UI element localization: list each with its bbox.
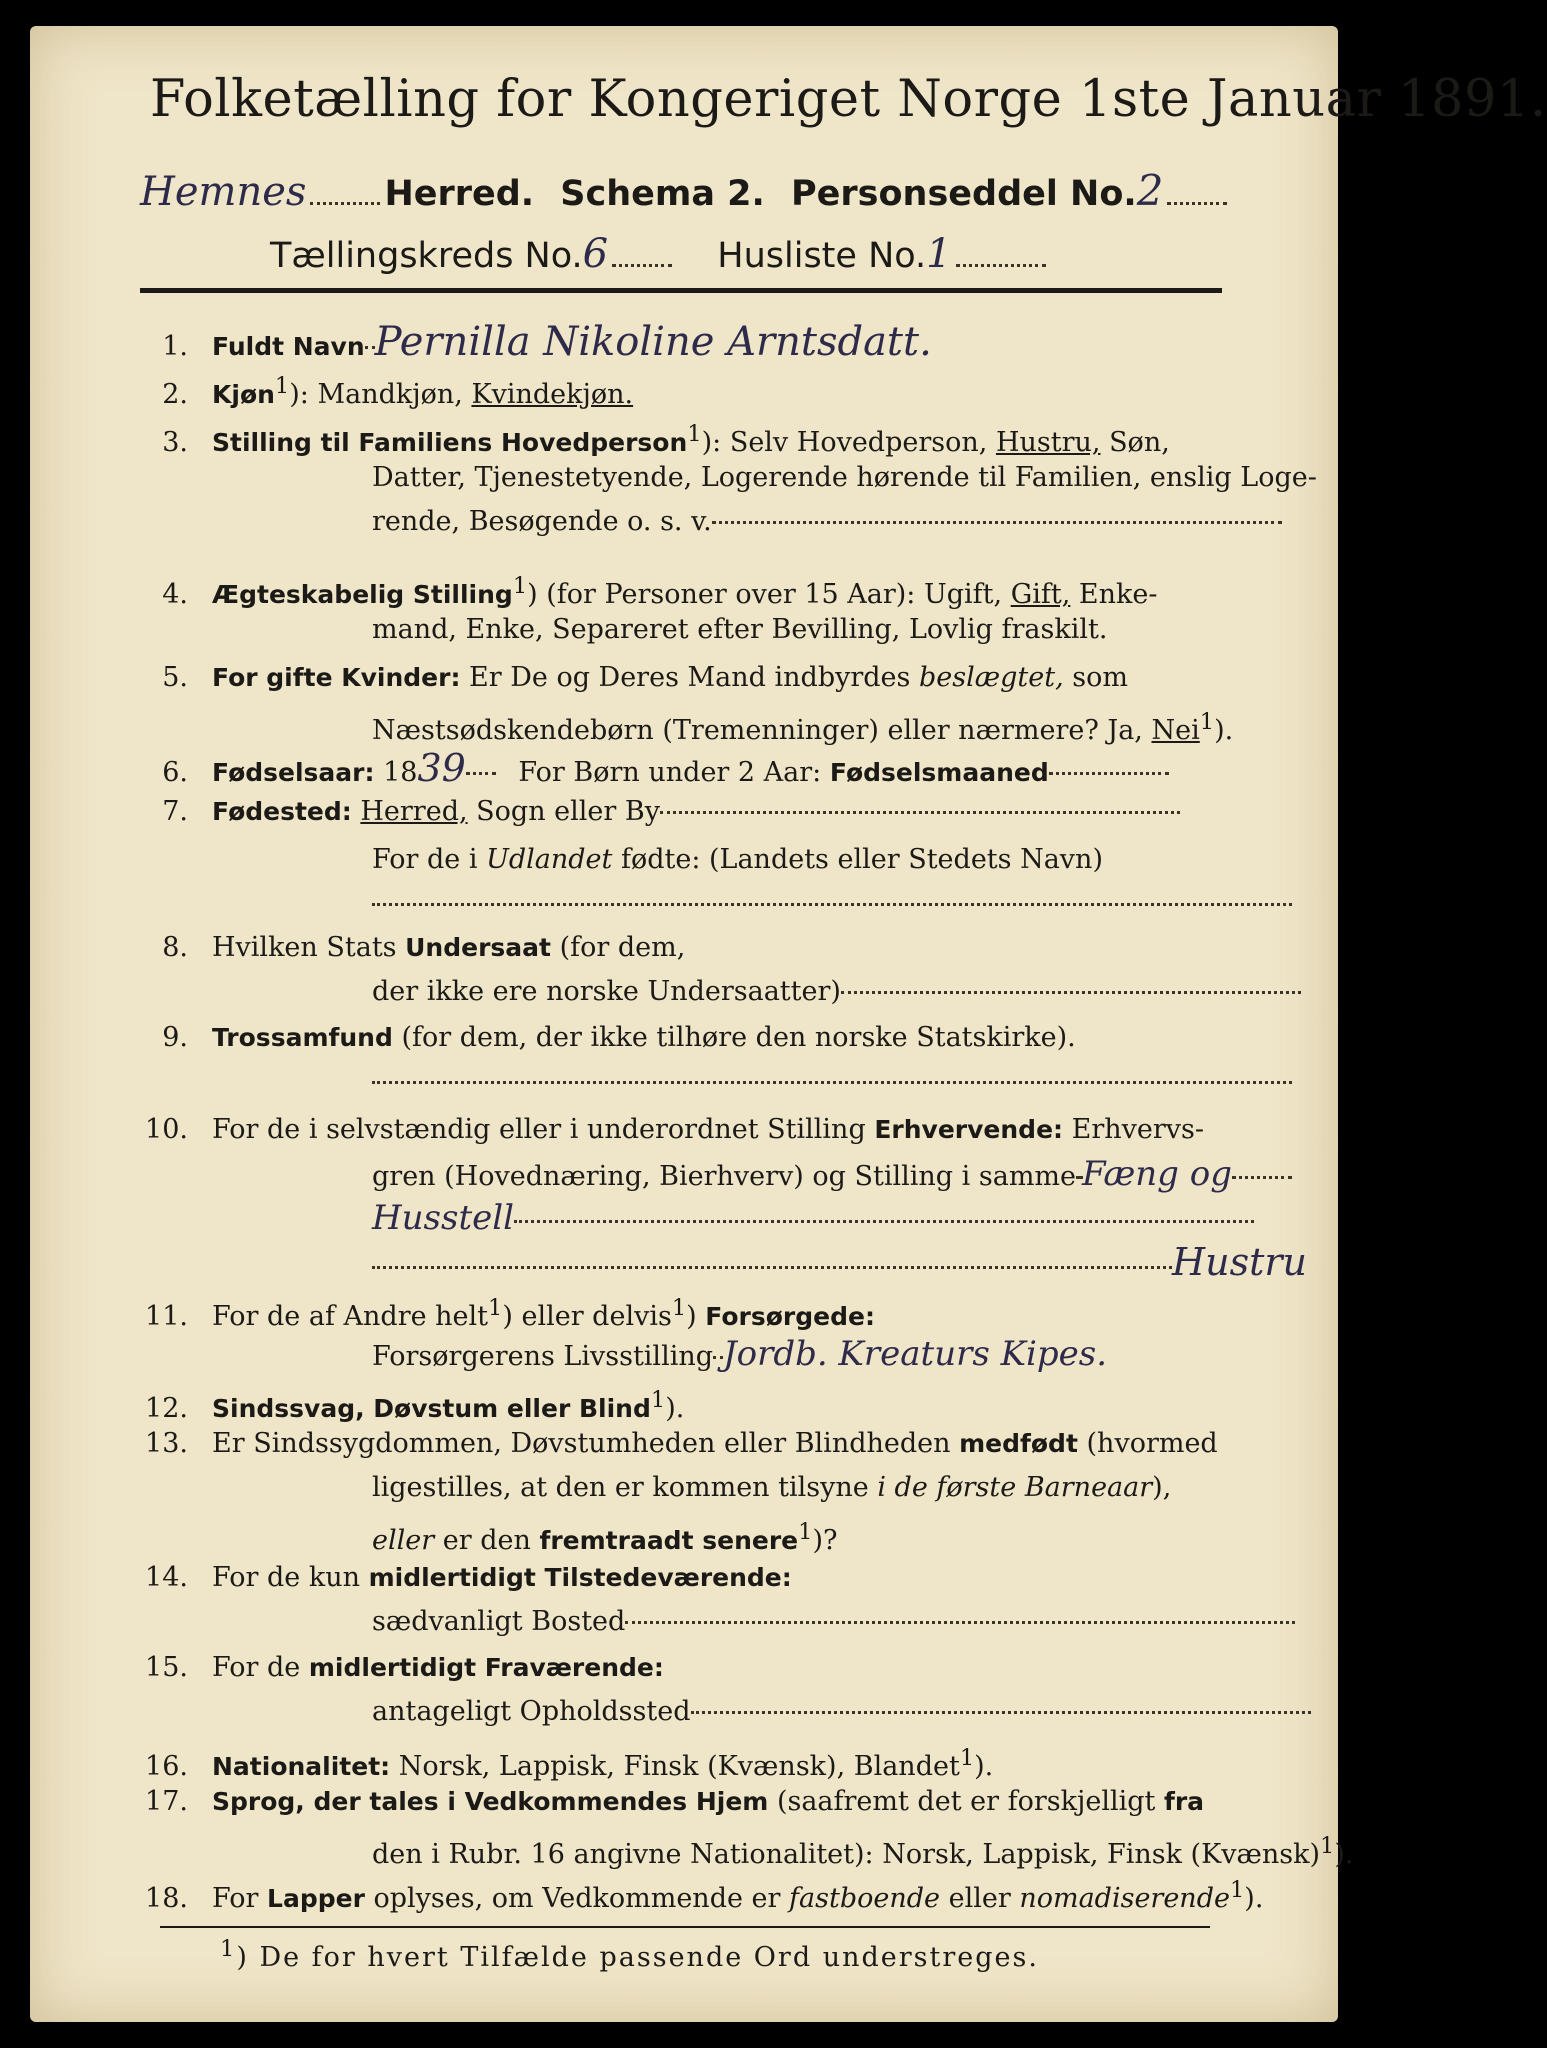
birthyear-handwritten: 39: [417, 746, 466, 790]
item-text: For Børn under 2 Aar:: [518, 757, 822, 788]
item-text-italic: Udlandet: [486, 844, 613, 875]
item-7-blank: [130, 882, 1482, 926]
item-10: [130, 1108, 1240, 1152]
position-handwritten: Hustru: [1172, 1240, 1308, 1284]
item-text: ).: [1214, 715, 1234, 746]
year-prefix: 18: [383, 757, 418, 788]
underlined-option: Herred,: [360, 796, 468, 827]
schema-label: Schema 2.: [560, 174, 765, 214]
item-text: (for dem, der ikke tilhøre den norske Statskirke).: [401, 1022, 1076, 1053]
footnote-mark: 1: [687, 421, 702, 447]
item-text: Erhvervs-: [1071, 1114, 1205, 1145]
item-label: midlertidigt Tilstedeværende:: [368, 1563, 792, 1592]
item-label: Sprog, der tales i Vedkommendes Hjem: [212, 1787, 769, 1816]
item-3-line2: Datter, Tjenestetyende, Logerende hørende til Familien, enslig Loge-: [372, 462, 1317, 493]
item-label: Fødselsaar:: [212, 758, 375, 787]
item-text: Næstsødskendebørn (Tremenninger) eller nærmere? Ja,: [372, 715, 1143, 746]
item-13-line2: [130, 1466, 1482, 1510]
item-10-line3: [130, 1196, 1482, 1243]
item-text: (hvormed: [1086, 1428, 1218, 1459]
item-text: ): [686, 1301, 697, 1332]
footnote-mark: 1: [671, 1295, 687, 1321]
footnote-mark: 1: [1199, 709, 1215, 735]
item-number: 16.: [145, 1751, 188, 1782]
item-4-line2: mand, Enke, Separeret efter Bevilling, Lovlig fraskilt.: [372, 614, 1108, 645]
item-10-line2: [130, 1152, 1482, 1199]
item-label: fremtraadt senere: [539, 1526, 799, 1555]
item-text-italic: fastboende: [789, 1883, 940, 1914]
footnote-mark: 1: [512, 573, 528, 599]
item-label: medfødt: [959, 1429, 1078, 1458]
item-text: rende, Besøgende o. s. v.: [372, 506, 712, 537]
item-number: 18.: [145, 1883, 188, 1914]
item-text-italic: beslægtet,: [918, 662, 1064, 693]
item-number: 17.: [145, 1786, 188, 1817]
herred-handwritten: Hemnes: [140, 169, 307, 215]
item-text: oplyses, om Vedkommende er: [373, 1883, 781, 1914]
occupation-handwritten-2: Husstell: [372, 1198, 514, 1238]
underlined-option: Nei: [1151, 715, 1200, 746]
footnote-mark: 1: [798, 1519, 813, 1545]
item-10-line4: [130, 1240, 1482, 1289]
form-title: Folketælling for Kongeriget Norge 1ste Januar 1891.: [150, 70, 1547, 129]
item-number: 4.: [162, 579, 188, 610]
kreds-handwritten: 6: [582, 231, 609, 277]
item-text: ) eller delvis: [502, 1301, 672, 1332]
item-3-line3: [130, 500, 1482, 544]
item-label: Stilling til Familiens Hovedperson: [212, 428, 688, 457]
item-text: ).: [1244, 1883, 1264, 1914]
item-number: 10.: [145, 1114, 188, 1145]
underlined-option: Gift,: [1010, 579, 1071, 610]
footnote-mark: 1: [220, 1936, 237, 1962]
item-8-line2: [130, 970, 1482, 1014]
item-label: fra: [1163, 1787, 1205, 1816]
item-text: fødte: (Landets eller Stedets Navn): [620, 844, 1103, 875]
item-text: For: [212, 1883, 259, 1914]
personseddel-label: Personseddel No.: [791, 174, 1137, 214]
footnote-mark: 1: [959, 1745, 975, 1771]
item-label: Ægteskabelig Stilling: [212, 580, 513, 609]
item-2: [130, 364, 1240, 417]
kreds-line: [270, 231, 1170, 277]
item-number: 9.: [162, 1022, 188, 1053]
item-text: Norsk, Lappisk, Finsk (Kvænsk), Blandet: [398, 1751, 960, 1782]
item-15: [130, 1646, 1240, 1690]
item-number: 1.: [162, 331, 188, 362]
item-6: [130, 746, 1240, 795]
husliste-label: Husliste No.: [717, 236, 927, 276]
item-text: ligestilles, at den er kommen tilsyne: [372, 1472, 869, 1503]
item-text: der ikke ere norske Undersaatter): [372, 976, 841, 1007]
item-text: Forsørgerens Livsstilling: [372, 1341, 714, 1372]
item-label: Fødselsmaaned: [829, 758, 1049, 787]
item-text: antageligt Opholdssted: [372, 1696, 691, 1727]
item-14: [130, 1556, 1240, 1600]
item-number: 11.: [145, 1301, 188, 1332]
item-text: Er Sindssygdommen, Døvstumheden eller Blindheden: [212, 1428, 951, 1459]
item-1: [130, 320, 1240, 369]
footnote-mark: 1: [274, 373, 290, 399]
item-text: ).: [974, 1751, 994, 1782]
item-text-italic: nomadiserende: [1019, 1883, 1230, 1914]
item-number: 13.: [145, 1428, 188, 1459]
item-number: 6.: [162, 757, 188, 788]
footnote-mark: 1: [1320, 1833, 1335, 1859]
occupation-handwritten: Fæng og: [1082, 1154, 1232, 1194]
item-text: ) (for Personer over 15 Aar): Ugift,: [527, 579, 1003, 610]
footnote-mark: 1: [650, 1387, 666, 1413]
footnote-text: ) De for hvert Tilfælde passende Ord understreges.: [236, 1942, 1039, 1973]
item-text: For de i: [372, 844, 478, 875]
footnote-mark: 1: [488, 1295, 503, 1321]
item-label: Trossamfund: [212, 1023, 393, 1052]
item-label: Fuldt Navn: [212, 332, 365, 361]
item-7: [130, 790, 1240, 834]
item-label: Fødested:: [212, 797, 352, 826]
item-15-line2: [130, 1690, 1482, 1734]
item-text: (for dem,: [559, 932, 686, 963]
herred-label: Herred.: [384, 174, 535, 214]
item-14-line2: [130, 1600, 1482, 1644]
item-number: 15.: [145, 1652, 188, 1683]
item-text: (saafremt det er forskjelligt: [776, 1786, 1156, 1817]
item-label: midlertidigt Fraværende:: [308, 1653, 664, 1682]
item-text: gren (Hovednæring, Bierhverv) og Stilling i samme: [372, 1161, 1077, 1192]
item-label: Kjøn: [212, 380, 275, 409]
item-text: ).: [665, 1393, 685, 1424]
item-text: Enke-: [1078, 579, 1158, 610]
item-8: [130, 926, 1240, 970]
item-text-italic: eller: [372, 1525, 435, 1556]
item-number: 12.: [145, 1393, 188, 1424]
item-number: 2.: [162, 379, 188, 410]
item-number: 3.: [162, 427, 188, 458]
item-text: ),: [1152, 1472, 1172, 1503]
item-number: 8.: [162, 932, 188, 963]
item-text: som: [1072, 662, 1128, 693]
item-text: ): Selv Hovedperson,: [701, 427, 988, 458]
item-number: 7.: [162, 796, 188, 827]
item-7-line2: [130, 838, 1482, 882]
item-number: 14.: [145, 1562, 188, 1593]
item-label: Sindssvag, Døvstum eller Blind: [212, 1394, 651, 1423]
item-text-italic: i de første Barneaar: [877, 1472, 1153, 1503]
item-label: For gifte Kvinder:: [212, 663, 461, 692]
item-label: Undersaat: [405, 933, 551, 962]
kreds-label: Tællingskreds No.: [270, 236, 583, 276]
item-text: Er De og Deres Mand indbyrdes: [469, 662, 911, 693]
item-label: Forsørgede:: [705, 1302, 875, 1331]
item-text: Sogn eller By: [476, 796, 660, 827]
footnote-rule: [160, 1926, 1210, 1928]
footnote-mark: 1: [1229, 1877, 1245, 1903]
item-text: For de i selvstændig eller i underordnet Stilling: [212, 1114, 866, 1145]
supporter-handwritten: Jordb. Kreaturs Kipes.: [723, 1334, 1108, 1374]
item-label: Lapper: [267, 1884, 365, 1913]
underlined-option: Kvindekjøn.: [471, 379, 634, 410]
item-text: den i Rubr. 16 angivne Nationalitet): Norsk, Lappisk, Finsk (Kvænsk): [372, 1839, 1321, 1870]
item-label: Nationalitet:: [212, 1752, 391, 1781]
census-form: [30, 26, 1547, 2022]
item-17: [130, 1780, 1240, 1824]
item-text: er den: [442, 1525, 531, 1556]
item-number: 5.: [162, 662, 188, 693]
personseddel-handwritten: 2: [1136, 166, 1164, 215]
item-9-blank: [130, 1060, 1482, 1104]
item-13: [130, 1422, 1240, 1466]
item-18: [130, 1868, 1264, 1921]
item-text: For de kun: [212, 1562, 360, 1593]
item-11-line2: [130, 1332, 1482, 1379]
item-text: ): Mandkjøn,: [289, 379, 463, 410]
item-9: [130, 1016, 1240, 1060]
item-text: Søn,: [1109, 427, 1170, 458]
husliste-handwritten: 1: [926, 231, 952, 277]
herred-line: [140, 166, 1240, 215]
item-5: [130, 656, 1240, 700]
item-text: ).: [1334, 1839, 1354, 1870]
underlined-option: Hustru,: [995, 427, 1101, 458]
item-text: )?: [812, 1525, 838, 1556]
item-label: Erhvervende:: [874, 1115, 1064, 1144]
item-text: eller: [948, 1883, 1011, 1914]
item-text: For de af Andre helt: [212, 1301, 489, 1332]
footnote: [220, 1936, 1039, 1973]
name-handwritten: Pernilla Nikoline Arntsdatt.: [374, 319, 932, 365]
item-text: sædvanligt Bosted: [372, 1606, 626, 1637]
item-text: For de: [212, 1652, 301, 1683]
header-rule: [140, 288, 1222, 293]
item-text: Hvilken Stats: [212, 932, 397, 963]
